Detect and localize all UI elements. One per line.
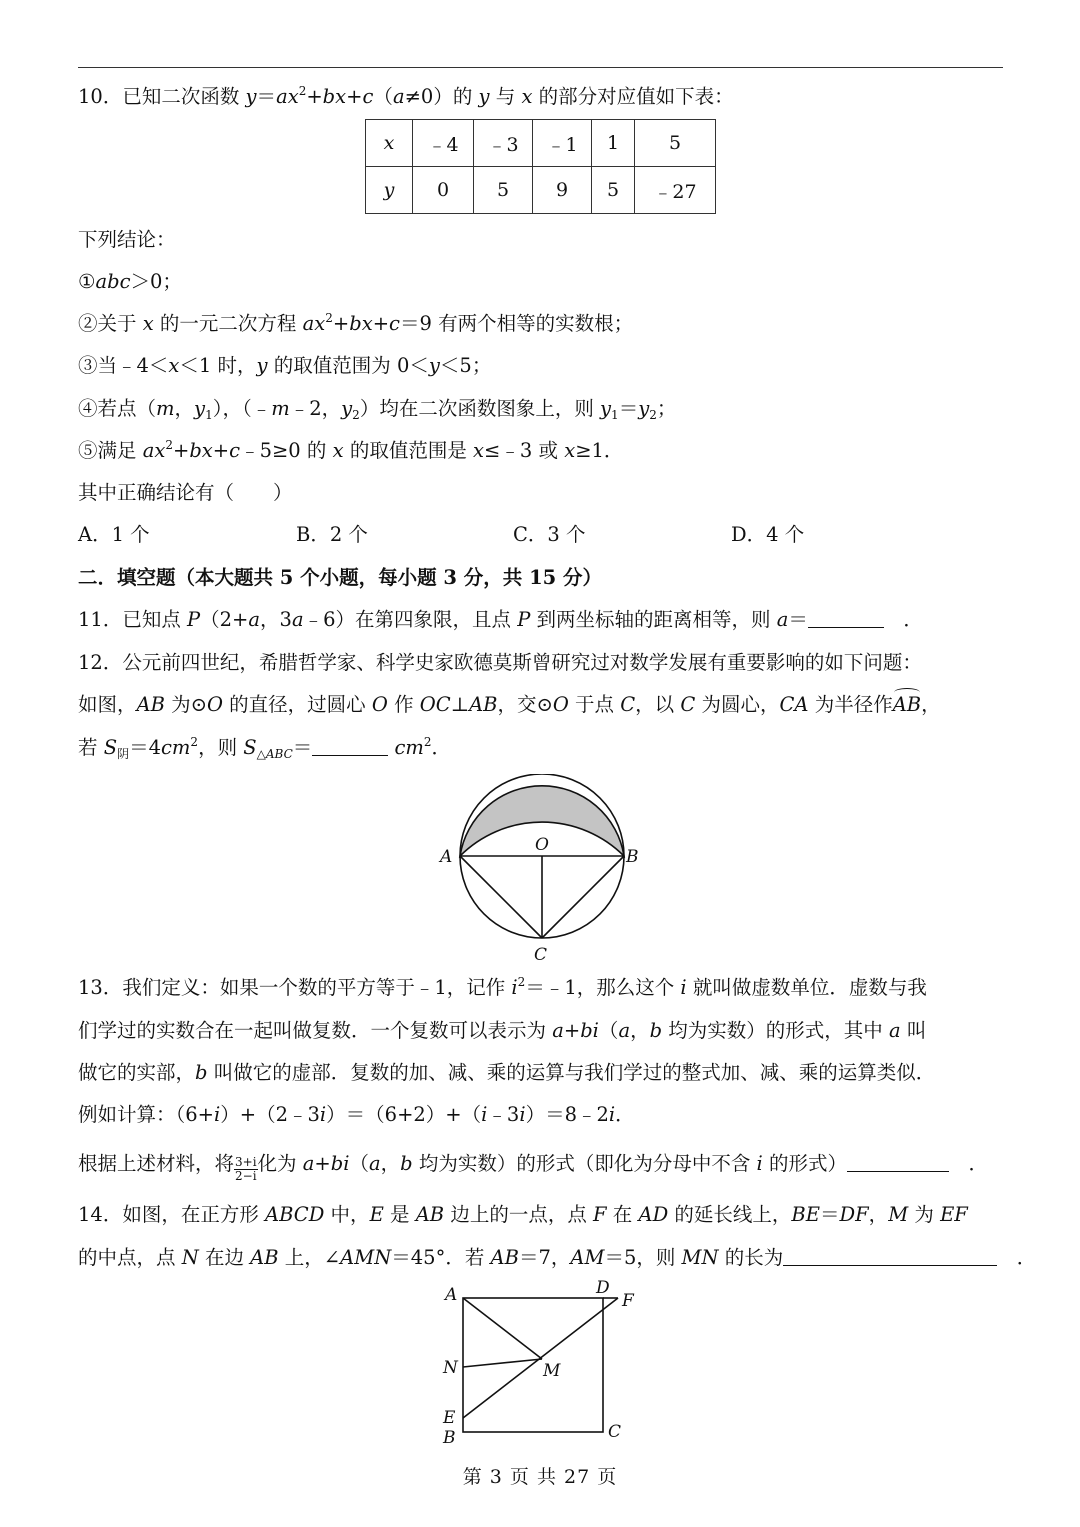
q14-figure: [436, 1280, 656, 1448]
table-cell: ﹣1: [533, 120, 592, 167]
q13-line-1: 13．我们定义：如果一个数的平方等于﹣1，记作 $i^2=﹣1$，那么这个 i 就叫做虚数单位．虚数与我: [78, 975, 927, 999]
q13-line-5: 根据上述材料，将 $\frac{3+i}{2-i}$ 化为 a+bi（a，b 均为实数）的形式（即化为分母中不含 i 的形式） ．: [78, 1152, 988, 1183]
option-d: D．4 个: [731, 523, 805, 546]
table-cell: 5: [592, 167, 635, 214]
answer-blank[interactable]: [783, 1245, 997, 1266]
q12-line-2: 如图，AB 为⊙O 的直径，过圆心 O 作 OC⊥AB，交⊙O 于点 C，以 C 为圆心，CA 为半径作AB，: [78, 691, 941, 719]
table-cell: x: [366, 120, 413, 167]
segment-ac: [460, 856, 542, 938]
table-cell: y: [366, 167, 413, 214]
table-cell: 5: [474, 167, 533, 214]
label-a: A: [445, 1285, 458, 1305]
label-n: N: [443, 1358, 458, 1378]
label-b: B: [626, 847, 639, 867]
table-cell: ﹣27: [635, 167, 716, 214]
q10-statement-2: ②关于 x 的一元二次方程 $ax^2+bx+c=9$ 有两个相等的实数根；: [78, 311, 634, 335]
answer-blank[interactable]: [808, 607, 884, 628]
table-cell: 5: [635, 120, 716, 167]
header-rule: [78, 67, 1003, 68]
q10-statement-3: ③当﹣4＜x＜1 时，y 的取值范围为 0＜y＜5；: [78, 354, 492, 377]
q10-question: 其中正确结论有（ ）: [78, 481, 293, 504]
label-a: A: [440, 847, 453, 867]
table-cell: 1: [592, 120, 635, 167]
table-cell: 9: [533, 167, 592, 214]
option-c: C．3 个: [513, 523, 586, 546]
q10-value-table: [365, 119, 716, 214]
q12-figure: [436, 774, 646, 966]
q13-line-3: 做它的实部，b 叫做它的虚部．复数的加、减、乘的运算与我们学过的整式加、减、乘的运算类似．: [78, 1061, 936, 1084]
option-a: A．1 个: [78, 523, 150, 546]
q10-statement-1: ①abc＞0；: [78, 270, 182, 293]
label-m: M: [543, 1361, 561, 1381]
label-d: D: [596, 1280, 610, 1298]
table-row-x: [366, 120, 716, 167]
q10-statement-4: ④若点（m，$y_1$），（﹣m﹣2，$y_2$）均在二次函数图象上，则 $y_1=y_2$；: [78, 397, 677, 422]
section-2-title: 二．填空题（本大题共 5 个小题，每小题 3 分，共 15 分）: [78, 566, 603, 589]
q11-text: 11．已知点 P（2+a，3a﹣6）在第四象限，且点 P 到两坐标轴的距离相等，则 a＝ ．: [78, 608, 923, 631]
q14-line-2: 的中点，点 N 在边 AB 上，∠AMN＝45°．若 AB＝7，AM＝5，则 MN 的长为 ．: [78, 1246, 1037, 1269]
fraction-denominator: 2−i: [235, 1169, 257, 1183]
option-b: B．2 个: [296, 523, 368, 546]
label-c: C: [534, 945, 548, 965]
table-cell: 0: [413, 167, 474, 214]
q10-intro: 下列结论：: [78, 228, 176, 251]
table-cell: ﹣3: [474, 120, 533, 167]
answer-blank[interactable]: [312, 735, 388, 756]
label-c: C: [608, 1422, 622, 1442]
q14-line-1: 14．如图，在正方形 ABCD 中，E 是 AB 边上的一点，点 F 在 AD 的延长线上，BE＝DF，M 为 EF: [78, 1203, 968, 1226]
q12-line-1: 12．公元前四世纪，希腊哲学家、科学史家欧德莫斯曾研究过对数学发展有重要影响的如下问题：: [78, 651, 922, 674]
fraction: [234, 1156, 258, 1183]
page-footer: 第 3 页 共 27 页: [462, 1466, 618, 1488]
fraction-numerator: 3+i: [235, 1155, 257, 1169]
table-row-y: [366, 167, 716, 214]
label-e: E: [443, 1408, 456, 1428]
q12-line-3: 若 $S_阴=4cm^2$，则 $S_{\triangle ABC}= cm^2$．: [78, 735, 452, 761]
label-f: F: [622, 1291, 634, 1311]
label-o: O: [535, 835, 549, 855]
q10-statement-5: ⑤满足 $ax^2+bx+c﹣5\ge 0$ 的 x 的取值范围是 x≤﹣3 或 x≥1．: [78, 438, 624, 462]
label-b: B: [443, 1428, 456, 1448]
q10-stem: 10．已知二次函数 $y=ax^2+bx+c(a\ne 0)$的 y 与 x 的部分对应值如下表：: [78, 84, 734, 108]
table-cell: ﹣4: [413, 120, 474, 167]
q13-line-2: 们学过的实数合在一起叫做复数．一个复数可以表示为 a+bi（a，b 均为实数）的形式，其中 a 叫: [78, 1019, 927, 1042]
answer-blank[interactable]: [847, 1151, 949, 1172]
segment-bc: [542, 856, 624, 938]
segment-am: [463, 1298, 542, 1359]
q13-line-4: 例如计算：（6+i）+（2﹣3i）＝（6+2）+（i﹣3i）＝8﹣2i．: [78, 1103, 635, 1126]
